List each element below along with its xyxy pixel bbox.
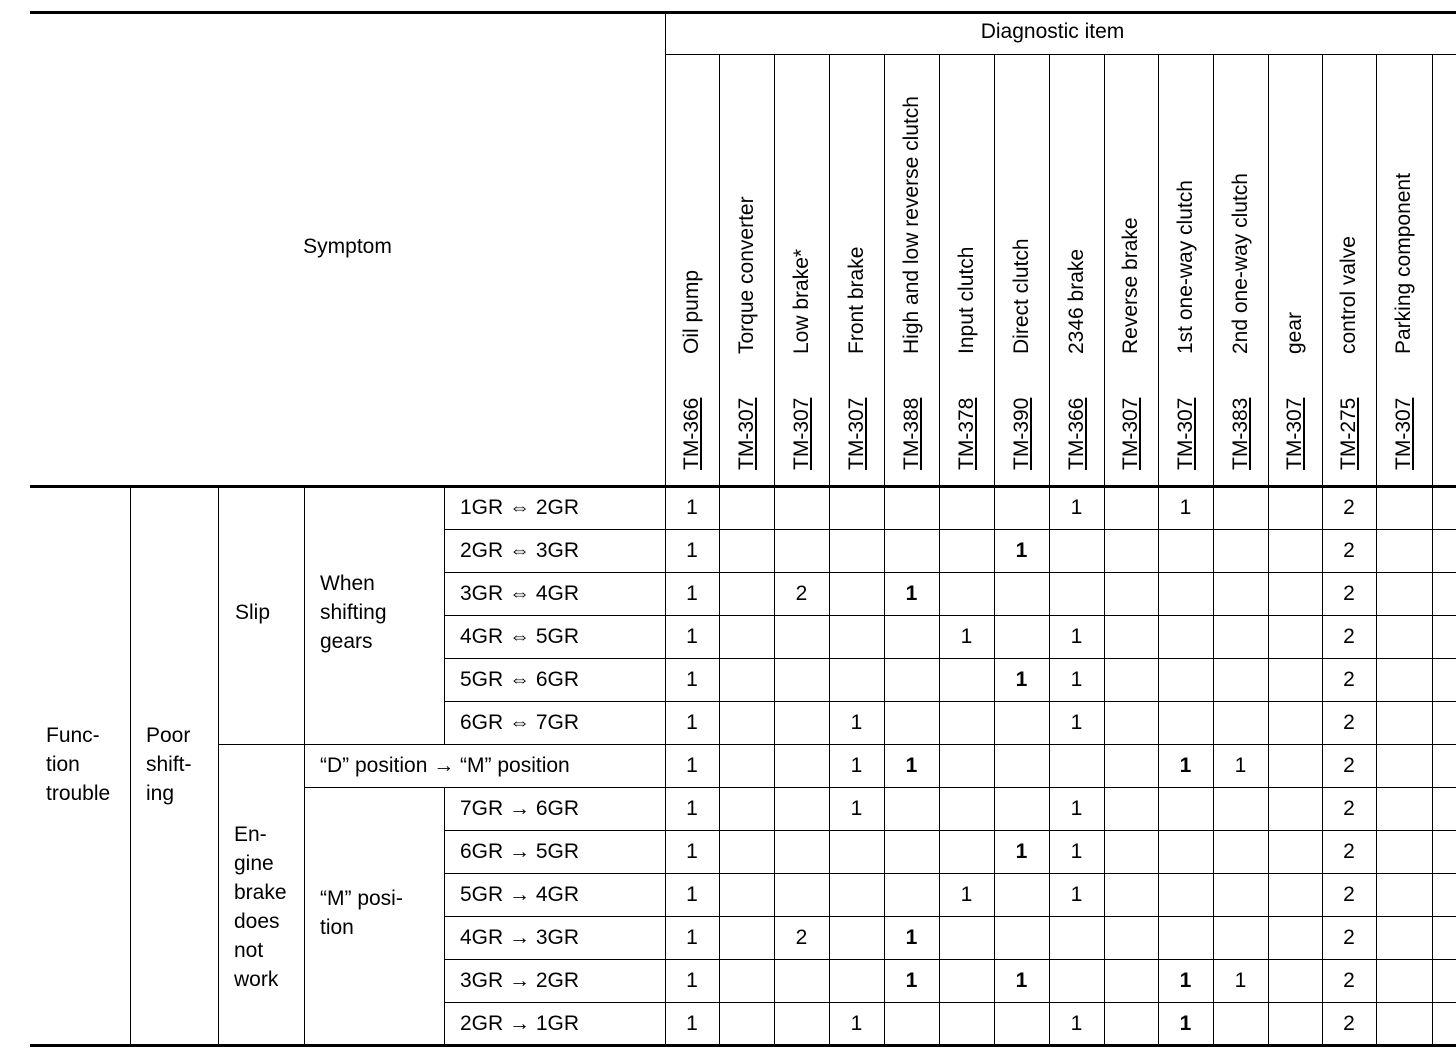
matrix-cell: 2 (1343, 969, 1355, 992)
matrix-cell: 1 (1070, 711, 1083, 734)
matrix-cell: 1 (1070, 840, 1083, 863)
column-divider (1432, 54, 1433, 1045)
column-name: 1st one-way clutch (1173, 180, 1197, 354)
column-ref-link[interactable]: TM-307 (1392, 397, 1415, 470)
matrix-cell: 1 (686, 711, 698, 734)
row-label: 1GR ⇔ 2GR (460, 496, 580, 519)
matrix-cell: 1 (1015, 539, 1028, 562)
column-name: Front brake (844, 246, 868, 354)
table-bottom-border (30, 1044, 1456, 1047)
matrix-cell: 2 (1343, 1012, 1355, 1035)
column-name: 2346 brake (1064, 248, 1088, 354)
matrix-cell: 1 (686, 496, 698, 519)
matrix-cell: 1 (1179, 754, 1192, 777)
column-divider (1158, 54, 1159, 1045)
matrix-cell: 1 (686, 926, 698, 949)
row-label: 2GR → 1GR (460, 1012, 580, 1035)
matrix-cell: 2 (1343, 711, 1355, 734)
matrix-cell: 1 (686, 668, 698, 691)
column-divider (829, 54, 830, 1045)
matrix-cell: 1 (686, 1012, 698, 1035)
column-name: Reverse brake (1119, 217, 1142, 354)
column-divider (444, 486, 445, 744)
column-name: Input clutch (954, 246, 978, 354)
matrix-cell: 1 (1179, 969, 1192, 992)
column-ref-link[interactable]: TM-275 (1337, 397, 1360, 470)
matrix-cell: 2 (1343, 754, 1355, 777)
row-label: 6GR ⇔ 7GR (460, 711, 580, 734)
column-divider (1268, 54, 1269, 1045)
row-label: 4GR ⇔ 5GR (460, 625, 580, 648)
matrix-cell: 1 (1070, 625, 1083, 648)
column-name: Low brake* (789, 248, 813, 354)
symptom-when-shifting-line: When (320, 571, 375, 595)
symptom-engine-brake-line: not (234, 939, 264, 962)
row-label: 6GR → 5GR (460, 840, 580, 863)
matrix-cell: 2 (1343, 582, 1355, 605)
matrix-cell: 1 (686, 840, 698, 863)
symptom-m-position-line: tion (320, 916, 354, 939)
symptom-when-shifting-line: gears (320, 629, 373, 653)
column-ref-link[interactable]: TM-307 (1173, 397, 1197, 470)
matrix-cell: 2 (1343, 883, 1355, 906)
symptom-category-line: Func- (46, 723, 100, 747)
column-divider (1104, 54, 1105, 1045)
symptom-slip-line: Slip (235, 600, 271, 624)
row-divider (444, 658, 1456, 659)
matrix-cell: 1 (960, 625, 973, 648)
row-label: 4GR → 3GR (460, 926, 580, 949)
column-name: Oil pump (680, 269, 703, 354)
matrix-cell: 1 (686, 883, 698, 906)
column-ref-link[interactable]: TM-307 (844, 397, 868, 470)
column-name: control valve (1337, 236, 1360, 354)
row-label: 2GR ⇔ 3GR (460, 539, 580, 562)
symptom-subcategory-line: ing (146, 781, 175, 805)
header-bottom-border (30, 485, 1456, 488)
symptom-category-line: trouble (46, 781, 111, 805)
matrix-cell: 1 (1070, 1012, 1083, 1035)
matrix-cell: 1 (850, 711, 863, 734)
matrix-cell: 1 (686, 969, 698, 992)
matrix-cell: 2 (1343, 625, 1355, 648)
row-label: 3GR ⇔ 4GR (460, 582, 580, 605)
column-ref-link[interactable]: TM-307 (734, 397, 758, 470)
symptom-engine-brake-line: En- (234, 823, 267, 846)
column-divider (719, 54, 720, 1045)
matrix-cell: 1 (905, 754, 918, 777)
matrix-cell: 1 (1179, 496, 1192, 519)
column-ref-link[interactable]: TM-378 (954, 397, 978, 470)
symptom-header: Symptom (303, 235, 392, 258)
row-label: 7GR → 6GR (460, 797, 580, 820)
column-ref-link[interactable]: TM-383 (1228, 397, 1252, 470)
matrix-cell: 1 (686, 539, 698, 562)
matrix-cell: 2 (1343, 539, 1355, 562)
row-divider (444, 572, 1456, 573)
matrix-cell: 1 (1015, 840, 1028, 863)
row-label: 3GR → 2GR (460, 969, 580, 992)
column-ref-link[interactable]: TM-307 (1283, 397, 1306, 470)
column-name: High and low reverse clutch (899, 96, 923, 354)
symptom-category-line: tion (46, 752, 80, 776)
row-divider (444, 701, 1456, 702)
column-divider (304, 486, 305, 1045)
matrix-cell: 1 (1070, 668, 1083, 691)
column-ref-link[interactable]: TM-390 (1009, 397, 1033, 470)
column-name: 2nd one-way clutch (1228, 173, 1252, 354)
matrix-cell: 1 (1070, 496, 1083, 519)
column-divider (130, 486, 131, 1045)
matrix-cell: 1 (1015, 969, 1028, 992)
table-top-border (30, 11, 1456, 14)
matrix-cell: 1 (905, 969, 918, 992)
matrix-cell: 2 (1343, 797, 1355, 820)
matrix-cell: 1 (905, 926, 918, 949)
row-divider (444, 959, 1456, 960)
matrix-cell: 1 (850, 754, 863, 777)
column-ref-link[interactable]: TM-307 (789, 397, 813, 470)
matrix-cell: 1 (1015, 668, 1028, 691)
matrix-cell: 1 (686, 625, 698, 648)
column-ref-link[interactable]: TM-388 (899, 397, 923, 470)
symptom-subcategory-line: shift- (146, 752, 192, 776)
column-ref-link[interactable]: TM-307 (1119, 397, 1142, 470)
matrix-cell: 1 (686, 797, 698, 820)
symptom-m-position-line: “M” posi- (320, 887, 403, 910)
header-divider (665, 54, 1456, 55)
matrix-cell: 1 (1070, 883, 1083, 906)
symptom-engine-brake-line: work (234, 968, 279, 991)
column-divider (444, 787, 445, 1045)
matrix-cell: 2 (1343, 926, 1355, 949)
matrix-cell: 2 (1343, 840, 1355, 863)
column-divider (774, 54, 775, 1045)
matrix-cell: 1 (1179, 1012, 1192, 1035)
row-divider (444, 1002, 1456, 1003)
row-divider (444, 529, 1456, 530)
matrix-cell: 1 (1070, 797, 1083, 820)
matrix-cell: 2 (795, 582, 808, 605)
row-divider (444, 830, 1456, 831)
matrix-cell: 1 (905, 582, 918, 605)
column-name: Parking component (1392, 173, 1415, 354)
matrix-cell: 1 (686, 582, 698, 605)
symptom-engine-brake-line: does (234, 910, 280, 933)
row-label: 5GR → 4GR (460, 883, 580, 906)
row-label: “D” position → “M” position (320, 754, 570, 777)
matrix-cell: 1 (850, 797, 863, 820)
diagnostic-item-header: Diagnostic item (980, 20, 1125, 43)
column-name: Torque converter (734, 196, 758, 354)
column-ref-link[interactable]: TM-366 (680, 397, 703, 470)
matrix-cell: 2 (1343, 668, 1355, 691)
column-divider (1376, 54, 1377, 1045)
column-name: Direct clutch (1009, 238, 1033, 354)
column-divider (1213, 54, 1214, 1045)
symptom-engine-brake-line: gine (234, 852, 274, 875)
matrix-cell: 1 (960, 883, 973, 906)
matrix-cell: 1 (850, 1012, 863, 1035)
column-divider (218, 486, 219, 1045)
matrix-cell: 2 (1343, 496, 1355, 519)
matrix-cell: 1 (1234, 969, 1247, 992)
matrix-cell: 1 (686, 754, 698, 777)
symptom-engine-brake-line: brake (234, 881, 287, 904)
matrix-cell: 2 (795, 926, 808, 949)
matrix-cell: 1 (1234, 754, 1247, 777)
column-name: gear (1283, 311, 1306, 354)
row-label: 5GR ⇔ 6GR (460, 668, 580, 691)
symptom-subcategory-line: Poor (146, 723, 191, 747)
column-divider (884, 54, 885, 1045)
symptom-when-shifting-line: shifting (320, 600, 387, 624)
row-divider (444, 916, 1456, 917)
column-ref-link[interactable]: TM-366 (1064, 397, 1088, 470)
